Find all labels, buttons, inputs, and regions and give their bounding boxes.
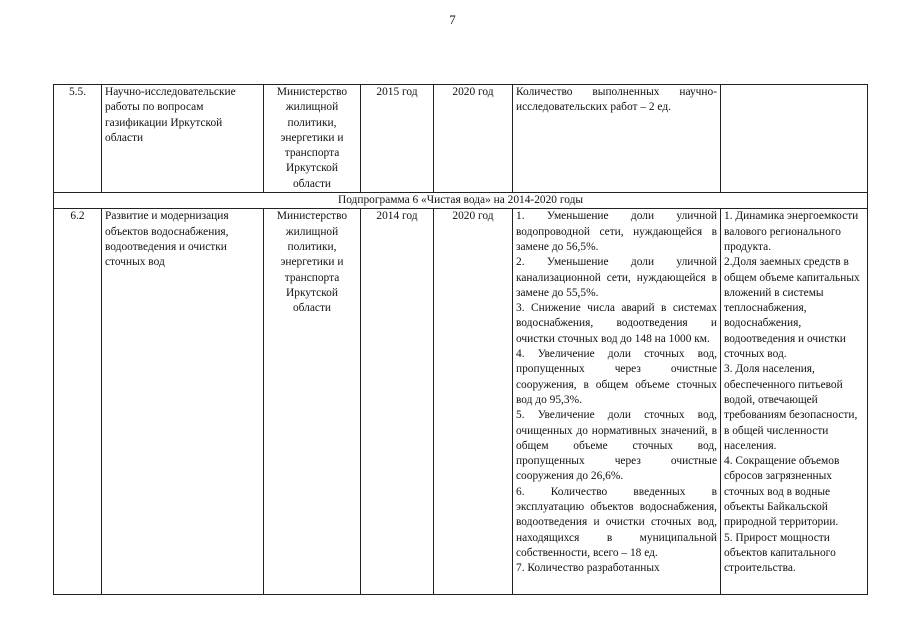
subprogram-title: Подпрограмма 6 «Чистая вода» на 2014-2020 годы	[54, 193, 868, 209]
result-item: 4. Увеличение доли сточных вод, пропущенных через очистные сооружения, в общем объеме сточных вод до 95,3%.	[516, 348, 717, 406]
measure-executor: Министерство жилищной политики, энергетики и транспорта Иркутской области	[264, 85, 361, 193]
table-row	[54, 193, 868, 209]
indicator-item: 1. Динамика энергоемкости валового регионального продукта.	[724, 210, 859, 253]
result-item: Количество выполненных научно-исследовательских работ – 2 ед.	[516, 86, 717, 114]
indicator-item: 4. Сокращение объемов сбросов загрязненных сточных вод в водные объекты Байкальской природной территории.	[724, 455, 840, 529]
measure-start-year: 2015 год	[361, 85, 434, 193]
indicator-item: 3. Доля населения, обеспеченного питьевой водой, отвечающей требованиям безопасности, в общей численности населения.	[724, 363, 858, 452]
result-item: 1. Уменьшение доли уличной водопроводной сети, нуждающейся в замене до 56,5%.	[516, 210, 717, 253]
result-item: 2. Уменьшение доли уличной канализационной сети, нуждающейся в замене до 55,5%.	[516, 256, 717, 299]
page-number: 7	[449, 12, 456, 27]
measure-end-year: 2020 год	[434, 209, 513, 595]
measure-executor: Министерство жилищной политики, энергетики и транспорта Иркутской области	[264, 209, 361, 595]
table-row	[54, 85, 868, 193]
result-item: 7. Количество разработанных	[516, 562, 660, 575]
measure-indicators	[721, 85, 868, 193]
table-row	[54, 209, 868, 595]
measure-number: 6.2	[54, 209, 102, 595]
measure-indicators	[721, 209, 868, 595]
measure-name: Научно-исследовательские работы по вопросам газификации Иркутской области	[102, 85, 264, 193]
result-item: 5. Увеличение доли сточных вод, очищенных до нормативных значений, в общем объеме сточных вод, пропущенных через очистные сооружения до 26,6%.	[516, 409, 717, 483]
measure-number: 5.5.	[54, 85, 102, 193]
measure-start-year: 2014 год	[361, 209, 434, 595]
indicator-item: 2.Доля заемных средств в общем объеме капитальных вложений в системы теплоснабжения, водоснабжения, водоотведения и очистки сточных вод.	[724, 256, 860, 361]
indicator-item: 5. Прирост мощности объектов капитального строительства.	[724, 531, 836, 575]
measure-end-year: 2020 год	[434, 85, 513, 193]
result-item: 3. Снижение числа аварий в системах водоснабжения, водоотведения и очистки сточных вод до 148 на 1000 км.	[516, 302, 717, 345]
measure-results	[513, 209, 721, 595]
measure-results	[513, 85, 721, 193]
program-measures-table	[53, 84, 868, 595]
result-item: 6. Количество введенных в эксплуатацию объектов водоснабжения, водоотведения и очистки сточных вод, находящихся в муниципальной собственности, всего – 18 ед.	[516, 485, 717, 559]
measure-name: Развитие и модернизация объектов водоснабжения, водоотведения и очистки сточных вод	[102, 209, 264, 595]
